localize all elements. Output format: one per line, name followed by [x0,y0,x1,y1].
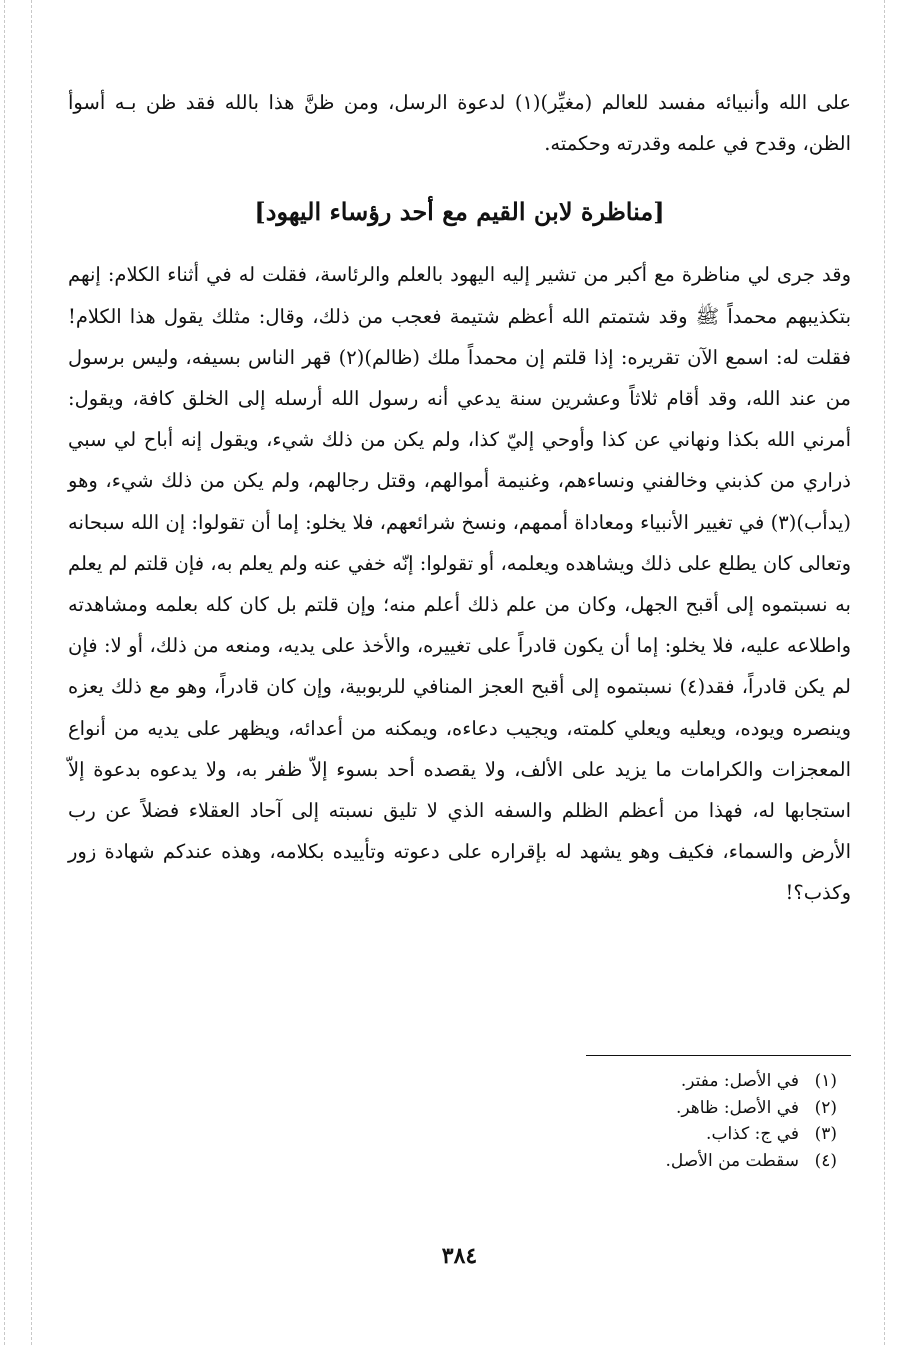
footnote-text: في الأصل: مفتر. [680,1071,799,1091]
footnote-item [417,1068,837,1095]
footnote-separator [586,1055,851,1056]
footnote-text: في ج: كذاب. [706,1124,799,1144]
scan-guide-line [4,0,5,1345]
footnote-number: (٢) [814,1097,837,1118]
section-heading: [مناظرة لابن القيم مع أحد رؤساء اليهود] [254,197,665,227]
page-body [68,82,851,914]
footnote-item [417,1095,837,1122]
footnote-item [417,1121,837,1148]
footnotes-list [417,1068,837,1174]
main-paragraph: وقد جرى لي مناظرة مع أكبر من تشير إليه اليهود بالعلم والرئاسة، فقلت له في أثناء الكلام: إنهم بتكذيبهم محمداً ﷺ وقد شتمتم الله أعظم شتيمة فعجب من ذلك، وقال: مثلك يقول هذا الكلام! فقلت له: اسمع الآن تقريره: إذا قلتم إن محمداً ملك (ظالم)(٢) قهر الناس بسيفه، وليس برسول من عند الله، وقد أقام ثلاثاً وعشرين سنة يدعي أنه رسول الله أرسله إلى الخلق كافة، ويقول: أمرني الله بكذا ونهاني عن كذا وأوحي إليّ كذا، ولم يكن من ذلك شيء، ويقول إنه أباح لي سبي ذراري من كذبني وخالفني ونساءهم، وغنيمة أموالهم، وقتل رجالهم، ولم يكن من ذلك شيء، وهو (يدأب)(٣) في تغيير الأنبياء ومعاداة أممهم، ونسخ شرائعهم، فلا يخلو: إما أن تقولوا: إن الله سبحانه وتعالى كان يطلع على ذلك ويشاهده ويعلمه، أو تقولوا: إنّه خفي عنه ولم يعلم به، فإن قلتم لم يعلم به نسبتموه إلى أقبح الجهل، وكان من علم ذلك أعلم منه؛ وإن قلتم بل كان كله بعلمه ومشاهدته واطلاعه عليه، فلا يخلو: إما أن يكون قادراً على تغييره، والأخذ على يديه، ومنعه من ذلك، أو لا: فإن لم يكن قادراً، فقد(٤) نسبتموه إلى أقبح العجز المنافي للربوبية، وإن كان قادراً، وهو مع ذلك يعزه وينصره ويوده، ويعليه ويعلي كلمته، ويجيب دعاءه، ويمكنه من أعدائه، ويظهر على يديه من أنواع المعجزات والكرامات ما يزيد على الألف، ولا يقصده أحد بسوء إلاّ ظفر به، ولا يدعوه بدعوة إلاّ استجابها له، فهذا من أعظم الظلم والسفه الذي لا تليق نسبته إلى آحاد العقلاء فضلاً عن رب الأرض والسماء، فكيف وهو يشهد له بإقراره على دعوته وتأييده بكلامه، وهذه عندكم شهادة زور وكذب؟! [68,263,851,905]
footnote-number: (٣) [814,1124,837,1144]
footnote-text: سقطت من الأصل. [665,1150,799,1171]
page-number: ٣٨٤ [441,1243,478,1269]
footnote-text: في الأصل: ظاهر. [675,1097,799,1118]
scan-guide-line [884,0,885,1345]
footnote-number: (٤) [814,1150,837,1171]
scan-guide-line [31,0,32,1345]
footnote-number: (١) [814,1071,837,1091]
intro-paragraph: على الله وأنبيائه مفسد للعالم (مغيِّر)(١) لدعوة الرسل، ومن ظنَّ هذا بالله فقد ظن بـه أسوأ الظن، وقدح في علمه وقدرته وحكمته. [68,91,851,156]
footnote-item [417,1148,837,1175]
